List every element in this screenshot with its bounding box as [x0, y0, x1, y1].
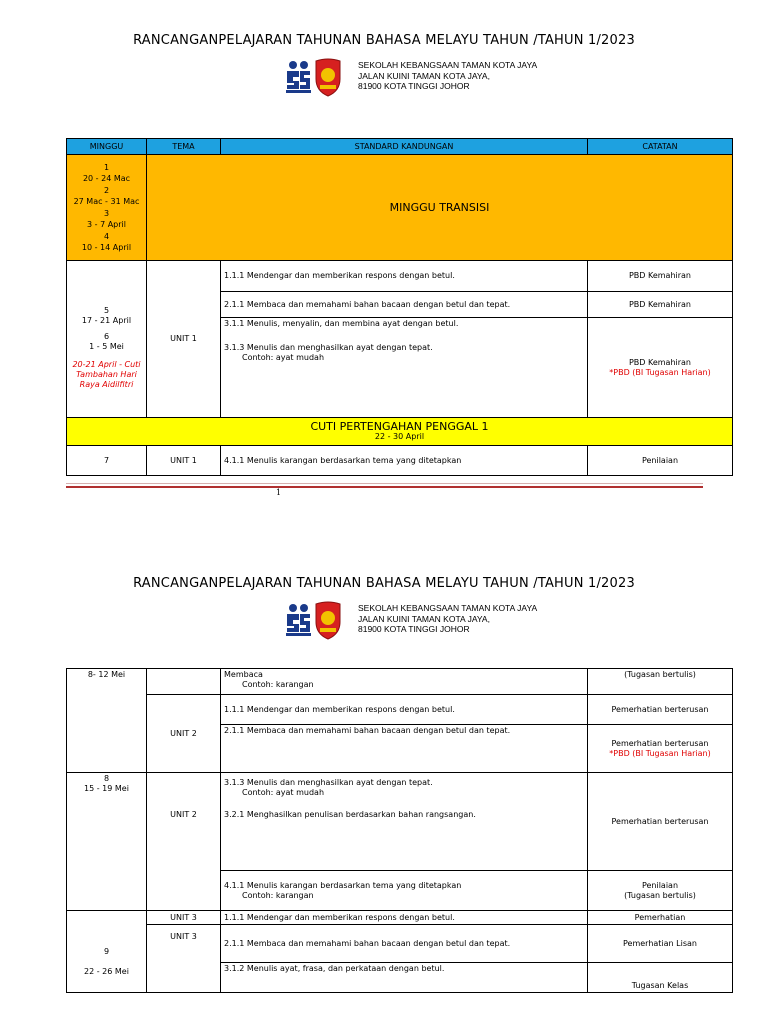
note-cell: Pemerhatian berterusan *PBD (BI Tugasan Harian)	[588, 725, 733, 773]
header-week: MINGGU	[67, 139, 147, 155]
note-cell: Pemerhatian berterusan	[588, 695, 733, 725]
school-address-line2: 81900 KOTA TINGGI JOHOR	[358, 624, 470, 634]
school-name: SEKOLAH KEBANGSAAN TAMAN KOTA JAYA	[358, 60, 538, 70]
theme-cell: UNIT 3	[147, 925, 221, 993]
content-cell: 1.1.1 Mendengar dan memberikan respons dengan betul.	[221, 261, 588, 292]
table-row	[67, 695, 733, 725]
table-row	[67, 261, 733, 292]
page-number: 1	[276, 488, 282, 497]
table-row	[67, 669, 733, 695]
content-cell: 2.1.1 Membaca dan memahami bahan bacaan dengan betul dan tepat.	[221, 925, 588, 963]
page2-title: RANCANGANPELAJARAN TAHUNAN BAHASA MELAYU TAHUN /TAHUN 1/2023	[133, 576, 635, 591]
page-divider	[66, 486, 703, 488]
school-address-line1: JALAN KUINI TAMAN KOTA JAYA,	[358, 70, 490, 81]
content-cell: 1.1.1 Mendengar dan memberikan respons dengan betul.	[221, 695, 588, 725]
content-cell: 4.1.1 Menulis karangan berdasarkan tema yang ditetapkan	[221, 446, 588, 476]
content-cell: Membaca Contoh: karangan	[221, 669, 588, 695]
content-cell: 2.1.1 Membaca dan memahami bahan bacaan dengan betul dan tepat.	[221, 725, 588, 773]
holiday-row	[67, 418, 733, 446]
content-cell: 3.1.1 Menulis, menyalin, dan membina ayat dengan betul. 3.1.3 Menulis dan menghasilkan ayat dengan tepat. Contoh: ayat mudah	[221, 318, 588, 418]
school-logo-icon	[284, 57, 348, 97]
school-address-line2: 81900 KOTA TINGGI JOHOR	[358, 81, 470, 91]
note-cell: Penilaian	[588, 446, 733, 476]
table-row	[67, 911, 733, 925]
page1-title: RANCANGANPELAJARAN TAHUNAN BAHASA MELAYU TAHUN /TAHUN 1/2023	[133, 33, 635, 48]
theme-cell: UNIT 2	[147, 695, 221, 773]
theme-cell	[147, 669, 221, 695]
date-cell: 8- 12 Mei	[67, 669, 147, 773]
school-logo-icon	[284, 600, 348, 640]
note-cell: Pemerhatian berterusan	[588, 773, 733, 871]
content-cell: 4.1.1 Menulis karangan berdasarkan tema yang ditetapkan Contoh: karangan	[221, 871, 588, 911]
page2-schedule-table	[66, 668, 733, 993]
header-notes: CATATAN	[588, 139, 733, 155]
transition-weeks: 1 20 - 24 Mac 2 27 Mac - 31 Mac 3 3 - 7 April 4 10 - 14 April	[67, 155, 147, 261]
school-address-line1: JALAN KUINI TAMAN KOTA JAYA,	[358, 613, 490, 624]
table-header-row	[67, 139, 733, 155]
content-cell: 3.1.3 Menulis dan menghasilkan ayat dengan tepat. Contoh: ayat mudah 3.2.1 Menghasilkan penulisan berdasarkan bahan rangsangan.	[221, 773, 588, 871]
note-cell: PBD Kemahiran	[588, 292, 733, 318]
week-8-cell: 8 15 - 19 Mei	[67, 773, 147, 911]
note-cell: Penilaian (Tugasan bertulis)	[588, 871, 733, 911]
table-row	[67, 446, 733, 476]
note-cell: Pemerhatian	[588, 911, 733, 925]
table-row	[67, 925, 733, 963]
week-9-cell: 9 22 - 26 Mei	[67, 911, 147, 993]
note-cell: Pemerhatian Lisan	[588, 925, 733, 963]
week-cell: 7	[67, 446, 147, 476]
holiday-cell: CUTI PERTENGAHAN PENGGAL 1 22 - 30 April	[67, 418, 733, 446]
week-5-6-cell: 5 17 - 21 April 6 1 - 5 Mei 20-21 April - Cuti Tambahan Hari Raya Aidilfitri	[67, 261, 147, 418]
note-cell: PBD Kemahiran	[588, 261, 733, 292]
note-cell: PBD Kemahiran *PBD (BI Tugasan Harian)	[588, 318, 733, 418]
transition-row	[67, 155, 733, 261]
page-divider	[66, 483, 703, 484]
content-cell: 3.1.2 Menulis ayat, frasa, dan perkataan dengan betul.	[221, 963, 588, 993]
table-row	[67, 773, 733, 871]
header-theme: TEMA	[147, 139, 221, 155]
transition-label: MINGGU TRANSISI	[147, 155, 733, 261]
note-cell: (Tugasan bertulis)	[588, 669, 733, 695]
theme-cell: UNIT 3	[147, 911, 221, 925]
theme-cell: UNIT 1	[147, 446, 221, 476]
content-cell: 2.1.1 Membaca dan memahami bahan bacaan dengan betul dan tepat.	[221, 292, 588, 318]
header-content-standard: STANDARD KANDUNGAN	[221, 139, 588, 155]
page1-schedule-table	[66, 138, 733, 476]
note-cell: Tugasan Kelas	[588, 963, 733, 993]
holiday-note: 20-21 April - Cuti Tambahan Hari Raya Aidilfitri	[72, 360, 141, 389]
theme-cell: UNIT 1	[147, 261, 221, 418]
content-cell: 1.1.1 Mendengar dan memberikan respons dengan betul.	[221, 911, 588, 925]
school-name: SEKOLAH KEBANGSAAN TAMAN KOTA JAYA	[358, 603, 538, 613]
theme-cell: UNIT 2	[147, 773, 221, 911]
